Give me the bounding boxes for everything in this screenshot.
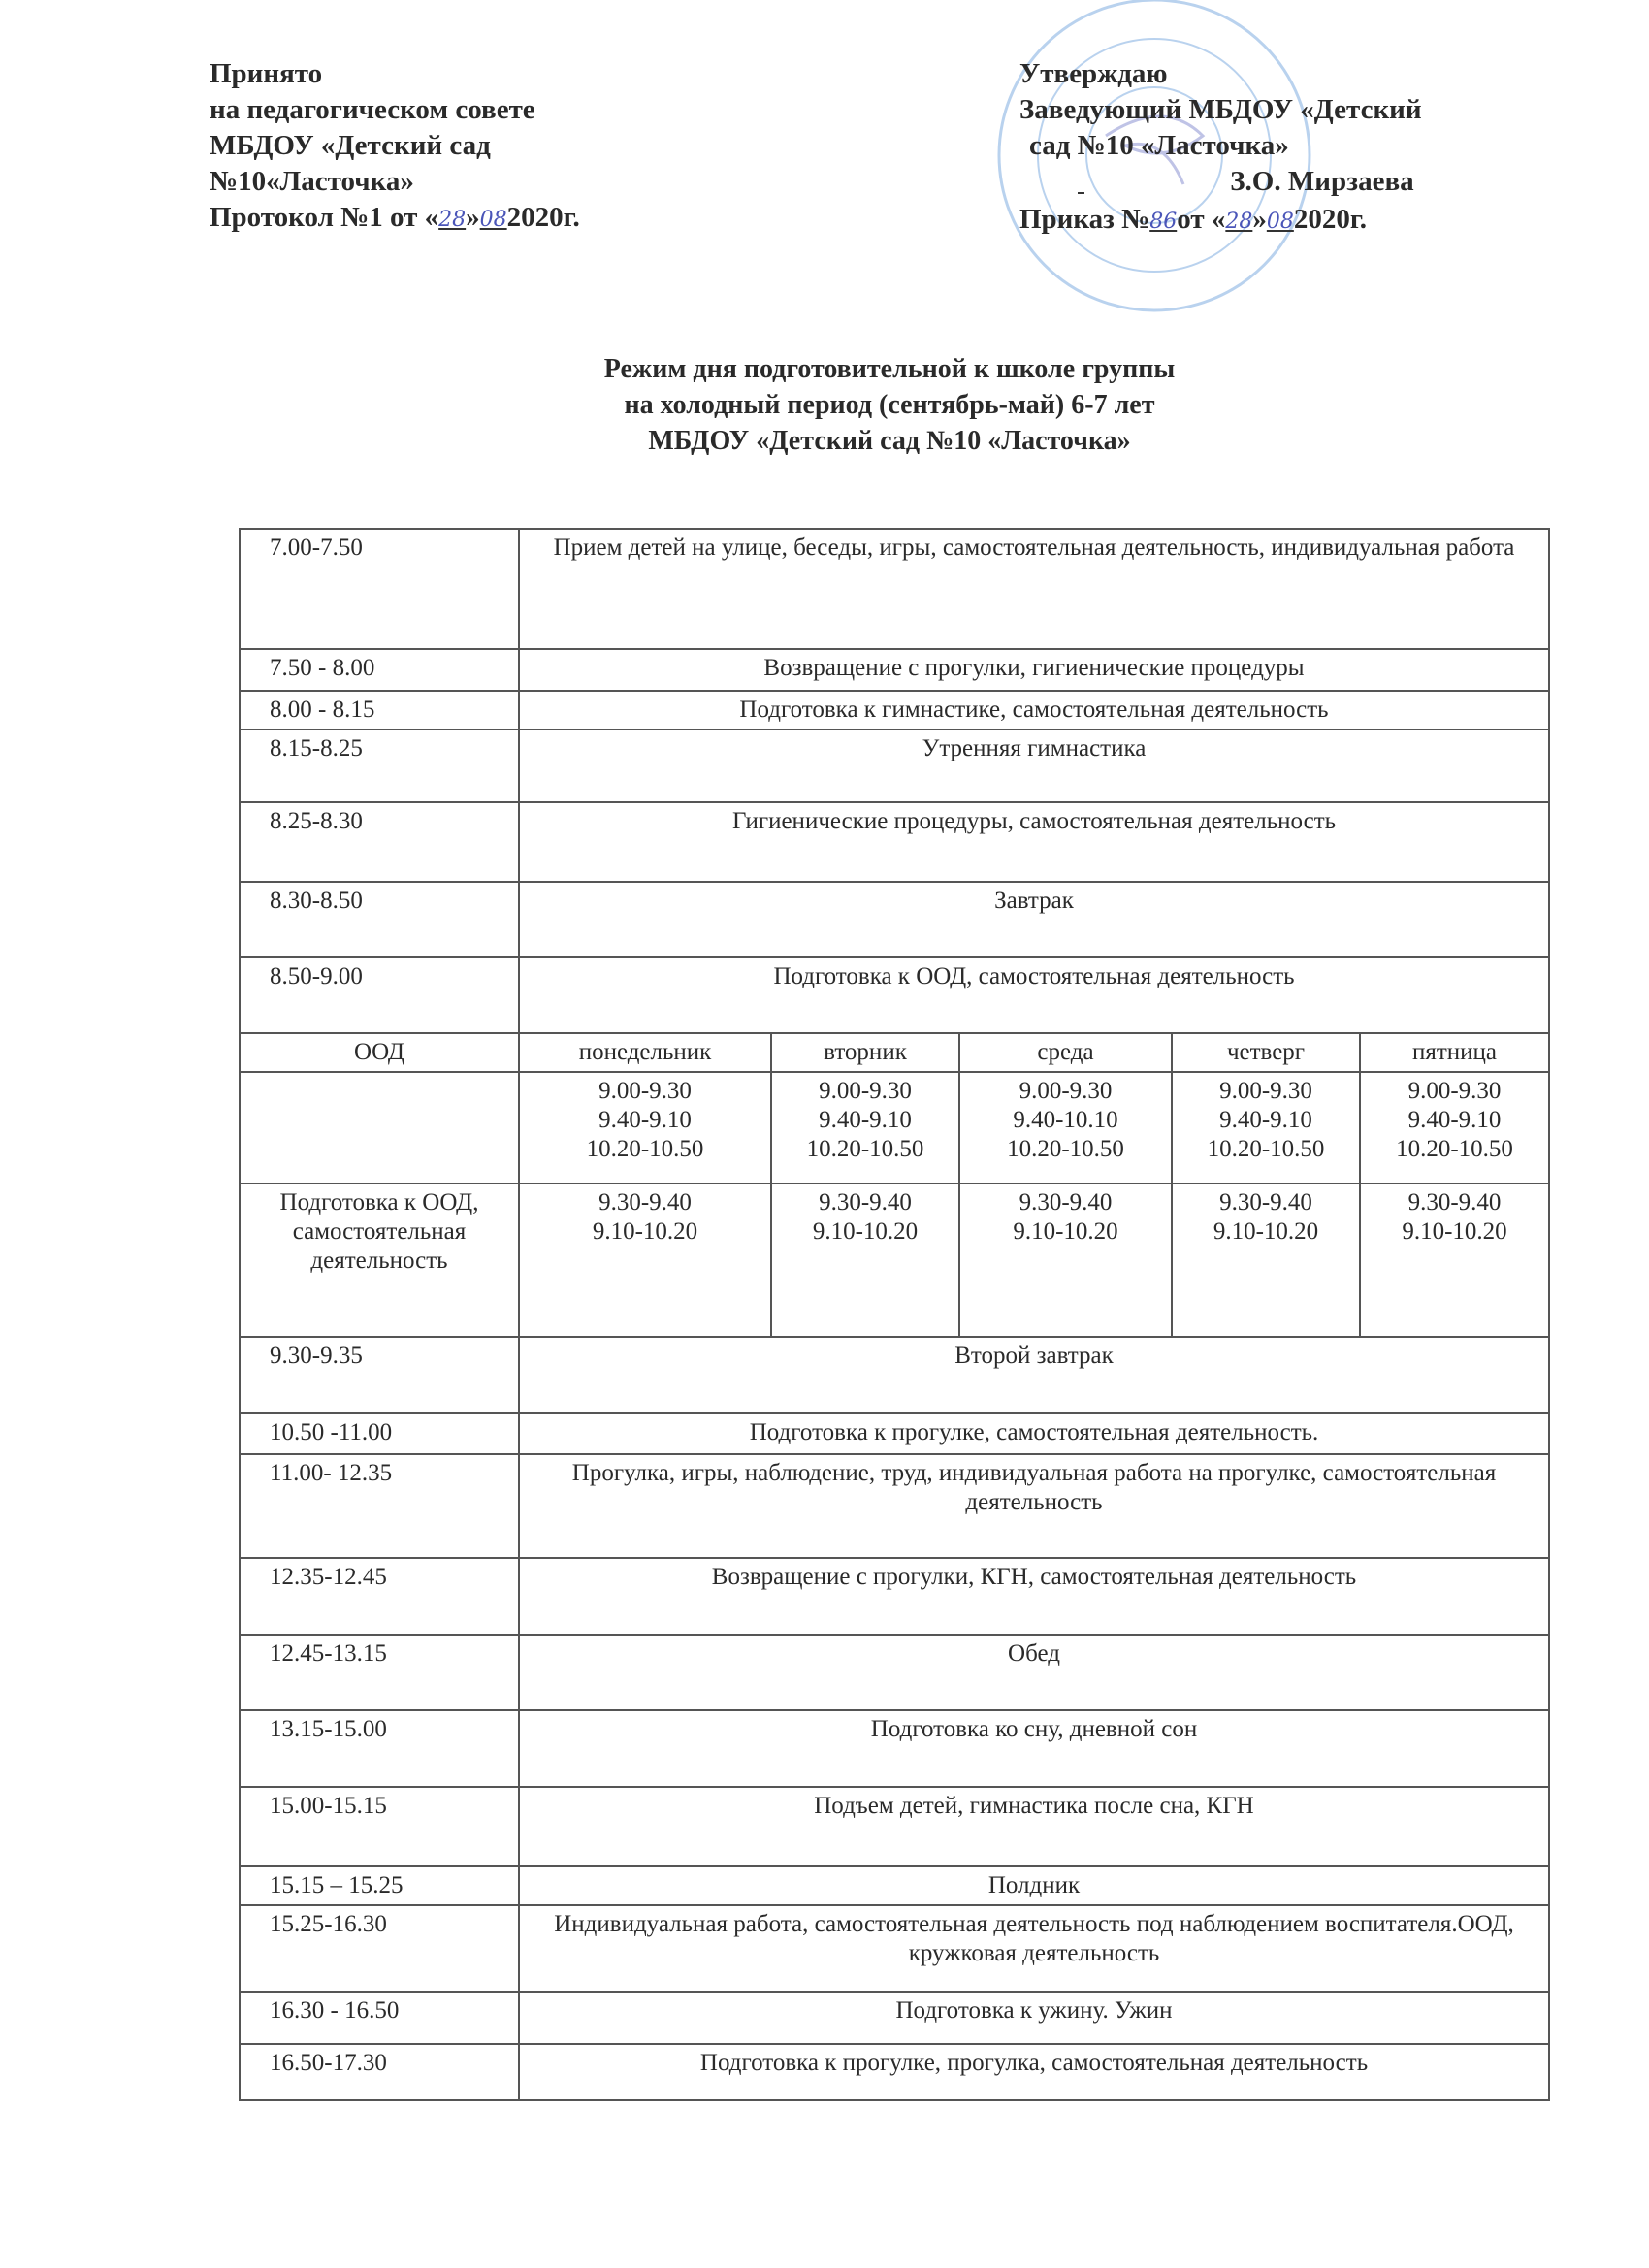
session-time: 9.40-9.10	[598, 1107, 692, 1133]
session-time: 9.00-9.30	[1407, 1078, 1502, 1104]
time-cell	[240, 1787, 519, 1866]
activity-text: Подготовка к ООД, самостоятельная деятельность	[773, 963, 1295, 989]
approval-block-left	[210, 56, 580, 238]
activity-text: Утренняя гимнастика	[922, 735, 1147, 761]
time-cell	[240, 2044, 519, 2100]
activity-cell	[519, 649, 1549, 691]
prep-time: 9.10-10.20	[592, 1218, 698, 1245]
session-time: 10.20-10.50	[1207, 1136, 1325, 1162]
activity-cell	[519, 1454, 1549, 1558]
protocol-year: 2020г.	[506, 202, 580, 233]
time-text: 16.30 - 16.50	[270, 1997, 400, 2024]
schedule-row	[240, 882, 1549, 957]
schedule-row	[240, 1905, 1549, 1992]
day-label: среда	[1037, 1039, 1094, 1065]
ood-sessions-row	[240, 1072, 1549, 1183]
day-label: четверг	[1226, 1039, 1306, 1065]
sessions-cell	[1172, 1072, 1360, 1183]
activity-text: Полдник	[987, 1872, 1081, 1898]
header-line: №10«Ласточка»	[210, 166, 414, 197]
day-header	[959, 1033, 1172, 1072]
schedule-row	[240, 729, 1549, 802]
time-cell	[240, 1635, 519, 1710]
activity-text: Подъем детей, гимнастика после сна, КГН	[814, 1793, 1254, 1819]
prep-time: 9.30-9.40	[819, 1189, 912, 1215]
session-time: 9.40-9.10	[1219, 1107, 1312, 1133]
activity-cell	[519, 691, 1549, 729]
time-text: 15.15 – 15.25	[270, 1872, 404, 1898]
session-time: 9.00-9.30	[598, 1078, 692, 1104]
time-text: 15.00-15.15	[270, 1793, 387, 1819]
director-name: З.О. Мирзаева	[1230, 166, 1414, 197]
time-text: 10.50 -11.00	[270, 1419, 393, 1445]
prep-time: 9.10-10.20	[1013, 1218, 1118, 1245]
prep-label-cell	[240, 1183, 519, 1337]
activity-cell	[519, 1413, 1549, 1454]
session-time: 9.00-9.30	[1219, 1078, 1312, 1104]
time-text: 9.30-9.35	[270, 1343, 363, 1369]
activity-text: Обед	[1008, 1640, 1060, 1667]
time-cell	[240, 1337, 519, 1413]
header-line: на педагогическом совете	[210, 94, 535, 125]
ood-label-cell	[240, 1033, 519, 1072]
order-line	[1019, 202, 1422, 240]
protocol-quote: »	[466, 202, 480, 233]
title-line: Режим дня подготовительной к школе группы	[603, 354, 1176, 384]
header-line: Принято	[210, 58, 323, 89]
session-time: 9.40-10.10	[1013, 1107, 1118, 1133]
empty-cell	[240, 1072, 519, 1183]
approval-block-right	[1019, 56, 1422, 240]
time-cell	[240, 1454, 519, 1558]
time-cell	[240, 529, 519, 649]
daily-schedule-table	[239, 528, 1550, 2101]
activity-cell	[519, 529, 1549, 649]
sessions-cell	[1360, 1072, 1549, 1183]
activity-text: Прогулка, игры, наблюдение, труд, индивидуальная работа на прогулке, самостоятельная деятельность	[571, 1460, 1497, 1515]
activity-cell	[519, 802, 1549, 882]
day-label: понедельник	[578, 1039, 712, 1065]
prep-cell	[1172, 1183, 1360, 1337]
activity-text: Индивидуальная работа, самостоятельная деятельность под наблюдением воспитателя.ООД, кружковая деятельность	[554, 1911, 1514, 1966]
header-line: Утверждаю	[1019, 58, 1168, 89]
protocol-line	[210, 200, 580, 238]
activity-text: Подготовка к прогулке, самостоятельная деятельность.	[749, 1419, 1319, 1445]
time-text: 8.30-8.50	[270, 888, 363, 914]
order-prefix: Приказ №	[1019, 204, 1150, 235]
day-label: вторник	[824, 1039, 907, 1065]
time-text: 13.15-15.00	[270, 1716, 387, 1742]
activity-cell	[519, 1787, 1549, 1866]
time-text: 12.35-12.45	[270, 1564, 387, 1590]
title-line: МБДОУ «Детский сад №10 «Ласточка»	[648, 426, 1131, 456]
prep-cell	[1360, 1183, 1549, 1337]
day-header	[1172, 1033, 1360, 1072]
day-header	[771, 1033, 959, 1072]
session-time: 9.40-9.10	[819, 1107, 912, 1133]
ood-days-row	[240, 1033, 1549, 1072]
order-year: 2020г.	[1293, 204, 1367, 235]
activity-text: Возвращение с прогулки, КГН, самостоятельная деятельность	[711, 1564, 1357, 1590]
schedule-row	[240, 1992, 1549, 2044]
time-text: 16.50-17.30	[270, 2050, 387, 2076]
activity-text: Прием детей на улице, беседы, игры, самостоятельная деятельность, индивидуальная работа	[553, 535, 1515, 561]
sessions-cell	[959, 1072, 1172, 1183]
title-line: на холодный период (сентябрь-май) 6-7 лет	[624, 390, 1155, 420]
time-cell	[240, 729, 519, 802]
prep-time: 9.10-10.20	[1402, 1218, 1507, 1245]
schedule-row	[240, 1337, 1549, 1413]
order-month: 08	[1266, 210, 1294, 234]
prep-time: 9.30-9.40	[598, 1189, 692, 1215]
time-text: 8.15-8.25	[270, 735, 363, 761]
protocol-day: 28	[438, 208, 467, 232]
ood-label: ООД	[354, 1039, 404, 1065]
activity-text: Подготовка к гимнастике, самостоятельная деятельность	[739, 697, 1329, 723]
activity-cell	[519, 1558, 1549, 1635]
time-text: 11.00- 12.35	[270, 1460, 393, 1486]
time-cell	[240, 649, 519, 691]
activity-text: Подготовка ко сну, дневной сон	[870, 1716, 1198, 1742]
schedule-row	[240, 802, 1549, 882]
session-time: 10.20-10.50	[1007, 1136, 1124, 1162]
prep-time: 9.10-10.20	[1212, 1218, 1319, 1245]
time-cell	[240, 957, 519, 1033]
time-cell	[240, 1413, 519, 1454]
schedule-row	[240, 1635, 1549, 1710]
activity-cell	[519, 1866, 1549, 1905]
activity-cell	[519, 1905, 1549, 1992]
time-cell	[240, 1558, 519, 1635]
schedule-row	[240, 649, 1549, 691]
session-time: 9.40-9.10	[1407, 1107, 1502, 1133]
prep-time: 9.10-10.20	[812, 1218, 919, 1245]
time-cell	[240, 882, 519, 957]
time-text: 8.25-8.30	[270, 808, 363, 834]
ood-prep-row	[240, 1183, 1549, 1337]
activity-cell	[519, 2044, 1549, 2100]
sessions-cell	[519, 1072, 771, 1183]
schedule-row	[240, 1413, 1549, 1454]
prep-cell	[959, 1183, 1172, 1337]
order-day: 28	[1225, 210, 1253, 234]
time-text: 7.50 - 8.00	[270, 655, 375, 681]
order-quote: »	[1252, 204, 1267, 235]
schedule-row	[240, 1558, 1549, 1635]
prep-cell	[771, 1183, 959, 1337]
schedule-row	[240, 691, 1549, 729]
session-time: 10.20-10.50	[806, 1136, 924, 1162]
time-text: 8.50-9.00	[270, 963, 363, 989]
activity-cell	[519, 957, 1549, 1033]
session-time: 10.20-10.50	[1396, 1136, 1513, 1162]
activity-cell	[519, 1992, 1549, 2044]
signature-line	[1019, 164, 1422, 202]
session-time: 9.00-9.30	[1018, 1078, 1113, 1104]
schedule-row	[240, 1454, 1549, 1558]
session-time: 10.20-10.50	[586, 1136, 704, 1162]
day-header	[519, 1033, 771, 1072]
time-text: 8.00 - 8.15	[270, 697, 375, 723]
prep-time: 9.30-9.40	[1407, 1189, 1502, 1215]
time-cell	[240, 1866, 519, 1905]
prep-time: 9.30-9.40	[1219, 1189, 1312, 1215]
activity-cell	[519, 1710, 1549, 1787]
activity-cell	[519, 1337, 1549, 1413]
order-from: от «	[1177, 204, 1226, 235]
header-line: сад №10 «Ласточка»	[1029, 130, 1289, 161]
time-text: 15.25-16.30	[270, 1911, 387, 1937]
time-cell	[240, 1710, 519, 1787]
time-cell	[240, 691, 519, 729]
schedule-row	[240, 1710, 1549, 1787]
day-header	[1360, 1033, 1549, 1072]
activity-cell	[519, 882, 1549, 957]
time-text: 12.45-13.15	[270, 1640, 387, 1667]
protocol-month: 08	[479, 208, 507, 232]
header-line: Заведующий МБДОУ «Детский	[1019, 94, 1422, 125]
activity-cell	[519, 729, 1549, 802]
activity-text: Подготовка к прогулке, прогулка, самостоятельная деятельность	[699, 2050, 1369, 2076]
order-number: 86	[1149, 210, 1178, 234]
document-title	[0, 351, 1649, 459]
header-line: МБДОУ «Детский сад	[210, 130, 491, 161]
sessions-cell	[771, 1072, 959, 1183]
session-time: 9.00-9.30	[819, 1078, 912, 1104]
protocol-prefix: Протокол №1 от «	[210, 202, 439, 233]
time-cell	[240, 802, 519, 882]
prep-cell	[519, 1183, 771, 1337]
time-cell	[240, 1992, 519, 2044]
activity-text: Второй завтрак	[954, 1343, 1114, 1369]
schedule-row	[240, 2044, 1549, 2100]
prep-label: Подготовка к ООД, самостоятельная деятельность	[279, 1189, 479, 1274]
activity-cell	[519, 1635, 1549, 1710]
activity-text: Завтрак	[994, 888, 1074, 914]
time-cell	[240, 1905, 519, 1992]
activity-text: Гигиенические процедуры, самостоятельная деятельность	[731, 808, 1337, 834]
day-label: пятница	[1411, 1039, 1498, 1065]
activity-text: Подготовка к ужину. Ужин	[895, 1997, 1173, 2024]
activity-text: Возвращение с прогулки, гигиенические процедуры	[763, 655, 1305, 681]
prep-time: 9.30-9.40	[1018, 1189, 1113, 1215]
time-text: 7.00-7.50	[270, 535, 363, 561]
schedule-row	[240, 1866, 1549, 1905]
schedule-row	[240, 1787, 1549, 1866]
schedule-row	[240, 529, 1549, 649]
schedule-row	[240, 957, 1549, 1033]
